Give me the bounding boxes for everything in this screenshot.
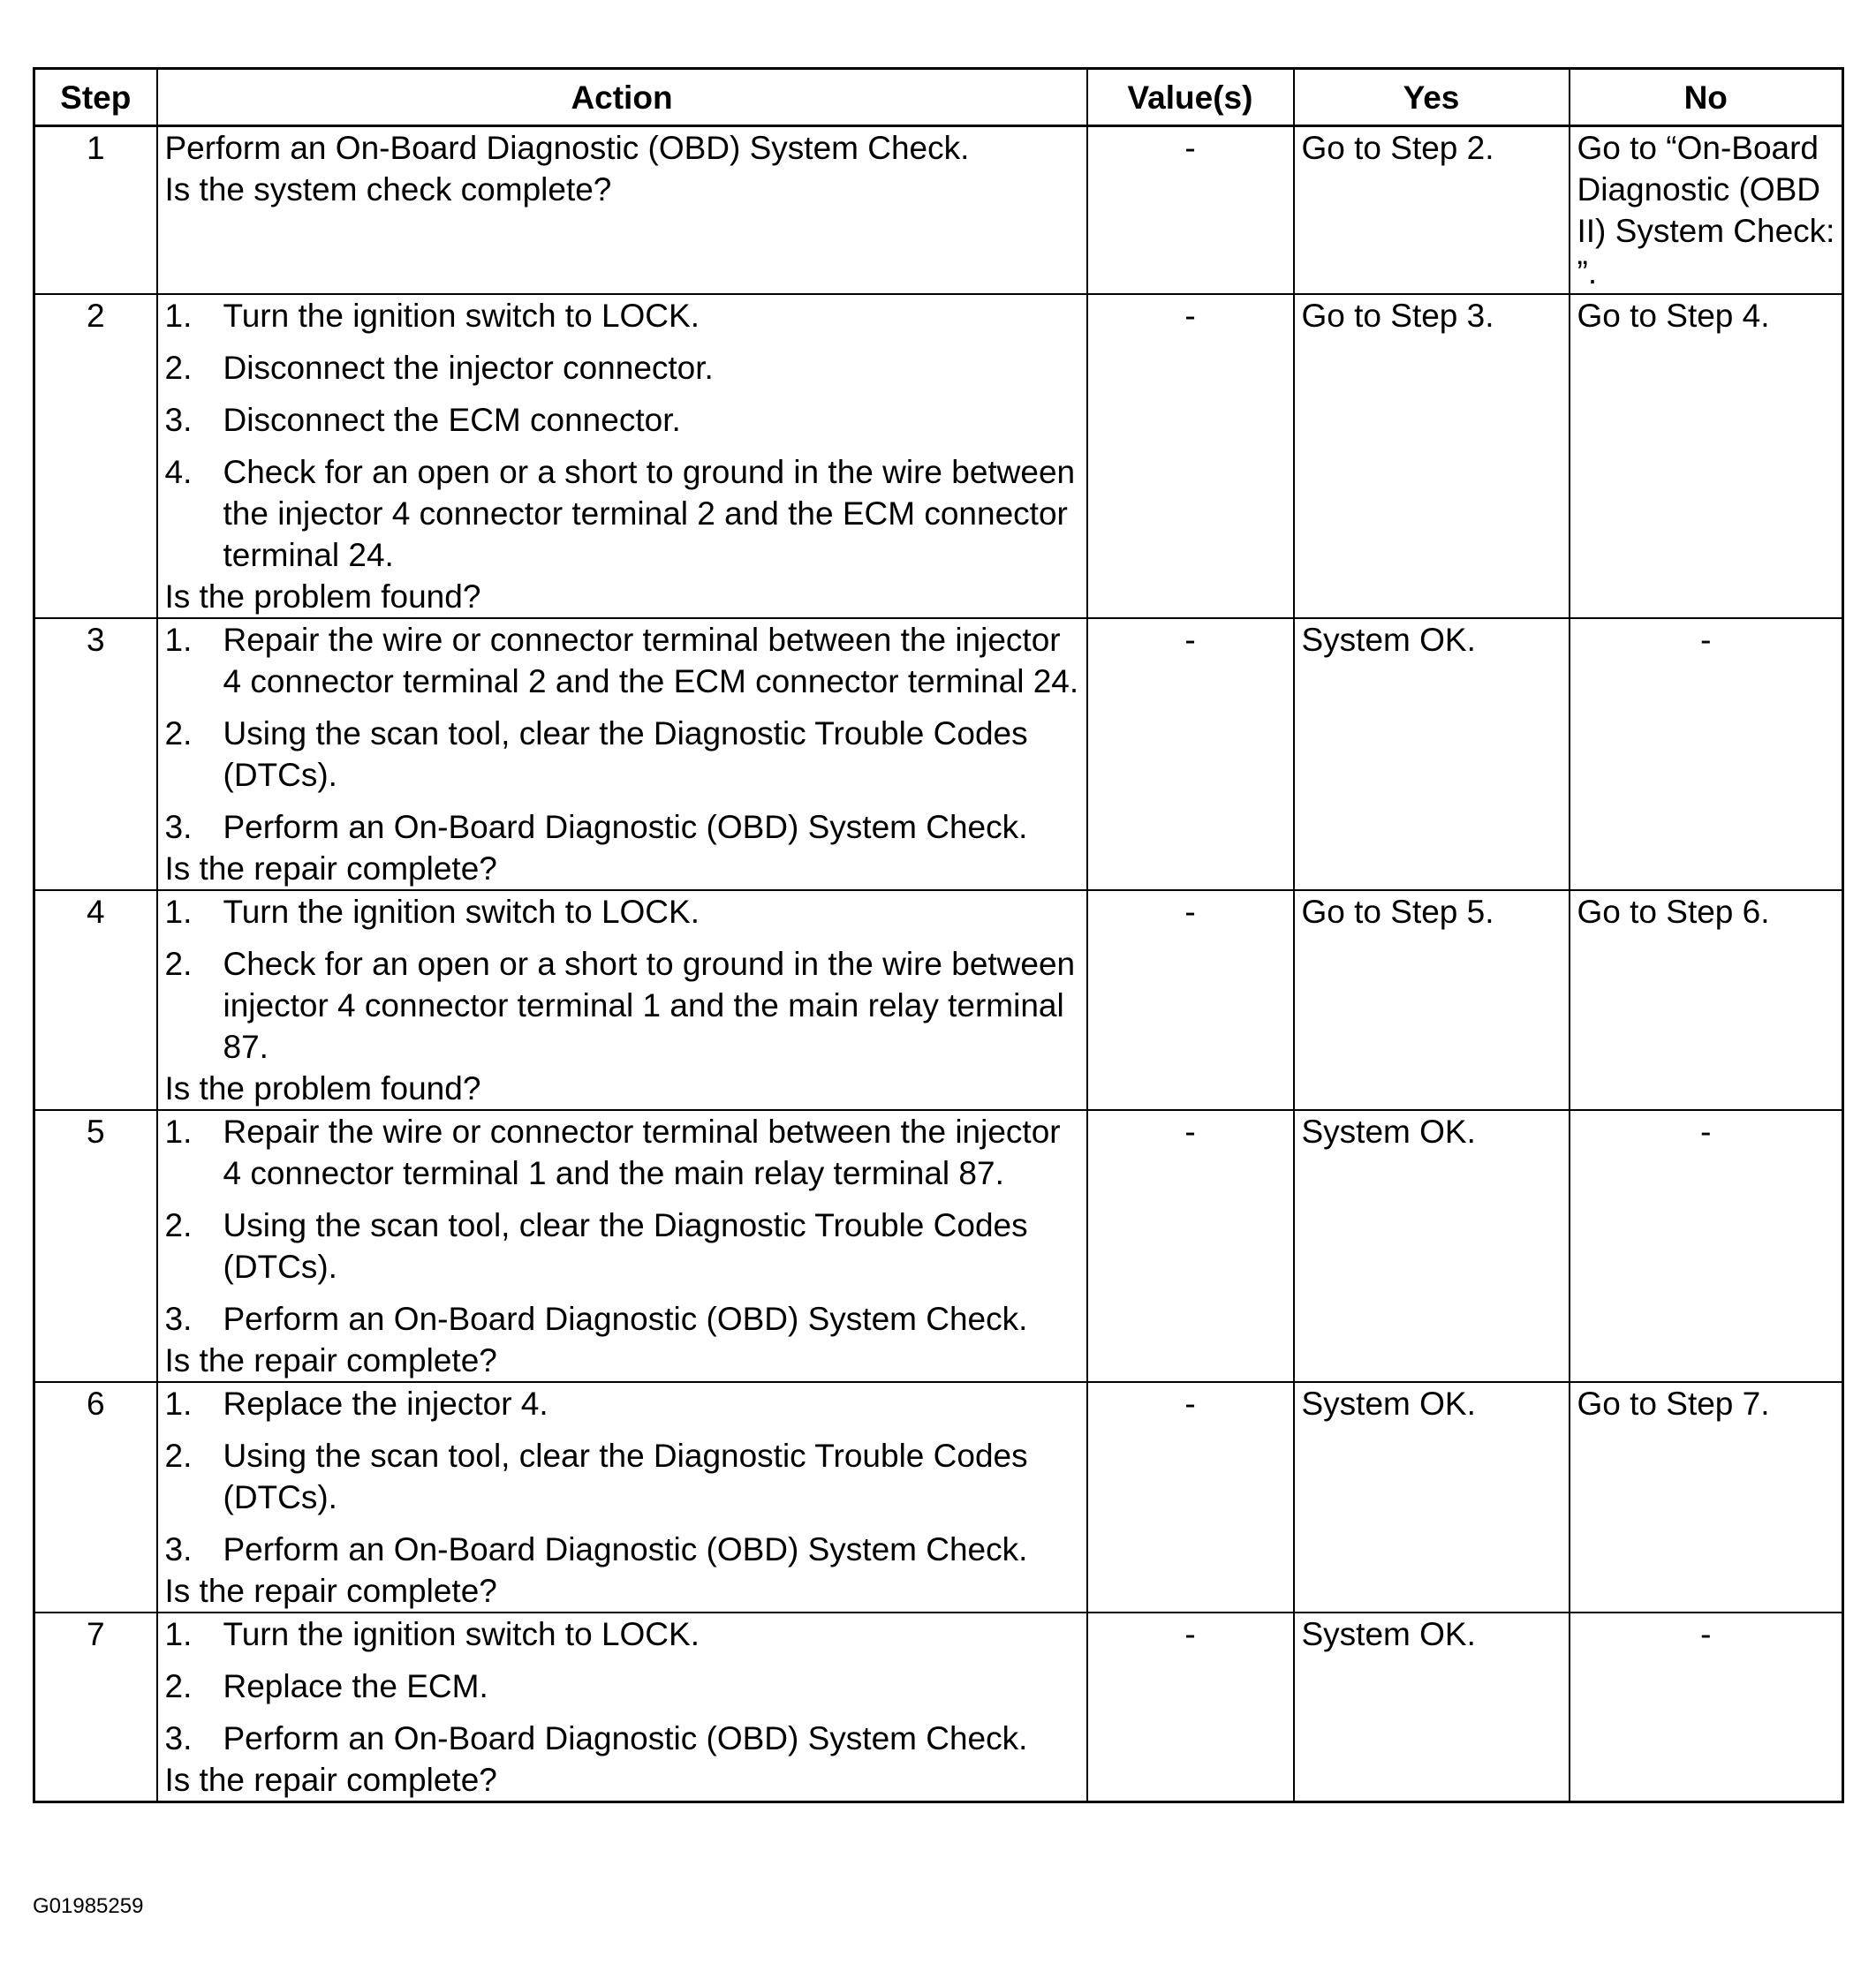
value-cell: - bbox=[1087, 1382, 1294, 1613]
no-cell: - bbox=[1570, 618, 1843, 890]
table-row bbox=[34, 618, 1843, 890]
action-item-text: Perform an On-Board Diagnostic (OBD) System Check. bbox=[223, 1720, 1028, 1756]
action-item-number: 1. bbox=[164, 298, 193, 334]
action-item-number: 3. bbox=[164, 1531, 193, 1567]
value-cell: - bbox=[1087, 1613, 1294, 1802]
yes-cell: Go to Step 5. bbox=[1294, 890, 1570, 1110]
action-item-text: Disconnect the ECM connector. bbox=[223, 402, 681, 438]
action-item bbox=[165, 806, 1081, 848]
action-cell bbox=[157, 1613, 1087, 1802]
action-item-number: 3. bbox=[164, 402, 193, 438]
action-item-number: 2. bbox=[164, 1207, 193, 1243]
action-item-text: Repair the wire or connector terminal between the injector 4 connector terminal 2 and the ECM connector terminal 24. bbox=[223, 622, 1079, 699]
action-list bbox=[165, 1111, 1081, 1340]
value-cell: - bbox=[1087, 890, 1294, 1110]
action-item bbox=[165, 891, 1081, 933]
action-item bbox=[165, 943, 1081, 1068]
action-item bbox=[165, 1383, 1081, 1424]
value-cell: - bbox=[1087, 1110, 1294, 1382]
action-question: Is the repair complete? bbox=[164, 850, 497, 887]
header-row bbox=[34, 69, 1843, 126]
no-cell: Go to Step 4. bbox=[1570, 294, 1843, 618]
step-number: 6 bbox=[34, 1382, 157, 1613]
no-cell: Go to Step 6. bbox=[1570, 890, 1843, 1110]
value-cell: - bbox=[1087, 294, 1294, 618]
no-cell: - bbox=[1570, 1110, 1843, 1382]
action-item-number: 1. bbox=[164, 1114, 193, 1150]
step-number: 7 bbox=[34, 1613, 157, 1802]
no-cell: Go to Step 7. bbox=[1570, 1382, 1843, 1613]
action-item bbox=[165, 1613, 1081, 1655]
action-item bbox=[165, 713, 1081, 796]
action-item-number: 2. bbox=[164, 1438, 193, 1474]
action-item-text: Perform an On-Board Diagnostic (OBD) System Check. bbox=[223, 809, 1028, 845]
action-item-text: Using the scan tool, clear the Diagnostic Trouble Codes (DTCs). bbox=[223, 715, 1028, 793]
action-item-text: Repair the wire or connector terminal between the injector 4 connector terminal 1 and the main relay terminal 87. bbox=[223, 1114, 1061, 1191]
table-row bbox=[34, 1110, 1843, 1382]
step-number: 5 bbox=[34, 1110, 157, 1382]
action-cell bbox=[157, 1382, 1087, 1613]
action-question: Is the repair complete? bbox=[164, 1342, 497, 1379]
action-item-number: 3. bbox=[164, 809, 193, 845]
action-item-text: Using the scan tool, clear the Diagnostic Trouble Codes (DTCs). bbox=[223, 1207, 1028, 1285]
table-row bbox=[34, 126, 1843, 295]
action-item-text: Perform an On-Board Diagnostic (OBD) System Check. bbox=[223, 1531, 1028, 1567]
action-question: Is the repair complete? bbox=[164, 1573, 497, 1609]
action-list bbox=[165, 1613, 1081, 1759]
action-cell bbox=[157, 1110, 1087, 1382]
action-line: Is the system check complete? bbox=[164, 171, 612, 208]
action-cell bbox=[157, 618, 1087, 890]
value-cell: - bbox=[1087, 618, 1294, 890]
action-item bbox=[165, 347, 1081, 389]
action-cell bbox=[157, 890, 1087, 1110]
step-number: 2 bbox=[34, 294, 157, 618]
yes-cell: System OK. bbox=[1294, 1613, 1570, 1802]
action-item bbox=[165, 399, 1081, 441]
action-item-text: Check for an open or a short to ground in the wire between injector 4 connector terminal 1 and the main relay terminal 87. bbox=[223, 946, 1076, 1065]
yes-cell: System OK. bbox=[1294, 1110, 1570, 1382]
action-item-text: Replace the injector 4. bbox=[223, 1386, 548, 1422]
action-item-number: 2. bbox=[164, 350, 193, 386]
action-item-text: Turn the ignition switch to LOCK. bbox=[223, 298, 700, 334]
table-row bbox=[34, 890, 1843, 1110]
action-item-text: Disconnect the injector connector. bbox=[223, 350, 714, 386]
action-item-number: 2. bbox=[164, 1668, 193, 1704]
action-list bbox=[165, 1383, 1081, 1570]
action-item-text: Turn the ignition switch to LOCK. bbox=[223, 1616, 700, 1652]
action-question: Is the repair complete? bbox=[164, 1762, 497, 1798]
action-item-number: 1. bbox=[164, 1386, 193, 1422]
header-no: No bbox=[1570, 69, 1843, 126]
no-cell: Go to “On-Board Diagnostic (OBD II) System Check: ”. bbox=[1570, 126, 1843, 295]
header-step: Step bbox=[34, 69, 157, 126]
action-item bbox=[165, 1435, 1081, 1518]
action-item-number: 1. bbox=[164, 894, 193, 930]
action-item-text: Check for an open or a short to ground in the wire between the injector 4 connector terminal 2 and the ECM connector terminal 24. bbox=[223, 454, 1076, 573]
action-list bbox=[165, 891, 1081, 1068]
header-action: Action bbox=[157, 69, 1087, 126]
action-item bbox=[165, 1205, 1081, 1288]
table-row bbox=[34, 1382, 1843, 1613]
table-row bbox=[34, 294, 1843, 618]
action-item-number: 2. bbox=[164, 715, 193, 752]
action-item-number: 2. bbox=[164, 946, 193, 982]
action-cell bbox=[157, 126, 1087, 295]
action-item bbox=[165, 295, 1081, 336]
action-item-number: 3. bbox=[164, 1301, 193, 1337]
header-yes: Yes bbox=[1294, 69, 1570, 126]
action-item-text: Using the scan tool, clear the Diagnostic Trouble Codes (DTCs). bbox=[223, 1438, 1028, 1515]
action-list bbox=[165, 619, 1081, 848]
action-item-text: Replace the ECM. bbox=[223, 1668, 488, 1704]
action-item bbox=[165, 1111, 1081, 1194]
action-item bbox=[165, 1718, 1081, 1759]
action-item bbox=[165, 451, 1081, 576]
action-item-number: 1. bbox=[164, 622, 193, 658]
header-values: Value(s) bbox=[1087, 69, 1294, 126]
action-item-number: 1. bbox=[164, 1616, 193, 1652]
action-item bbox=[165, 1529, 1081, 1570]
step-number: 3 bbox=[34, 618, 157, 890]
action-line: Perform an On-Board Diagnostic (OBD) System Check. bbox=[164, 130, 970, 166]
table-body bbox=[34, 126, 1843, 1802]
action-list bbox=[165, 295, 1081, 576]
diagnostic-table bbox=[33, 67, 1844, 1803]
yes-cell: System OK. bbox=[1294, 1382, 1570, 1613]
action-item bbox=[165, 1666, 1081, 1707]
action-item-text: Perform an On-Board Diagnostic (OBD) System Check. bbox=[223, 1301, 1028, 1337]
step-number: 4 bbox=[34, 890, 157, 1110]
action-item-number: 3. bbox=[164, 1720, 193, 1756]
table-row bbox=[34, 1613, 1843, 1802]
yes-cell: Go to Step 3. bbox=[1294, 294, 1570, 618]
no-cell: - bbox=[1570, 1613, 1843, 1802]
value-cell: - bbox=[1087, 126, 1294, 295]
figure-id: G01985259 bbox=[33, 1894, 144, 1918]
yes-cell: Go to Step 2. bbox=[1294, 126, 1570, 295]
action-item-text: Turn the ignition switch to LOCK. bbox=[223, 894, 700, 930]
action-item bbox=[165, 619, 1081, 702]
action-item-number: 4. bbox=[164, 454, 193, 490]
action-item bbox=[165, 1298, 1081, 1340]
step-number: 1 bbox=[34, 126, 157, 295]
action-cell bbox=[157, 294, 1087, 618]
yes-cell: System OK. bbox=[1294, 618, 1570, 890]
action-question: Is the problem found? bbox=[164, 578, 481, 615]
action-question: Is the problem found? bbox=[164, 1070, 481, 1107]
